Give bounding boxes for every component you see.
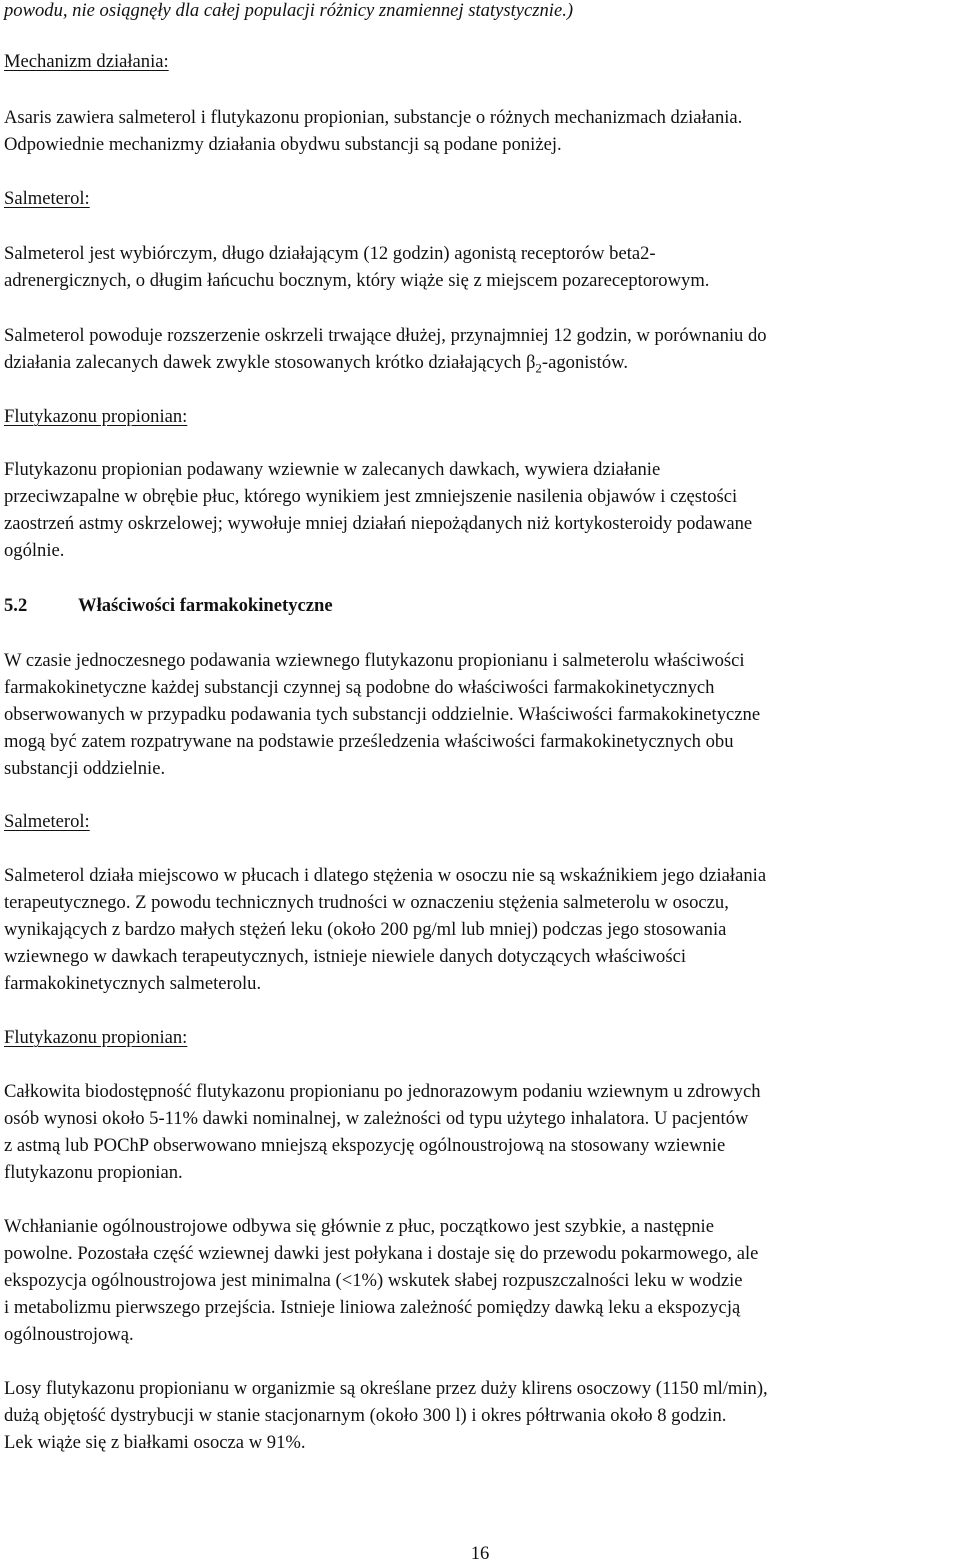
text-segment: działania zalecanych dawek zwykle stosowanych krótko działających β — [4, 352, 536, 373]
text-line: Odpowiednie mechanizmy działania obydwu substancji są podane poniżej. — [4, 134, 562, 155]
salmeterol-mech-heading: Salmeterol: — [4, 188, 90, 209]
fluticasone-pk-heading: Flutykazonu propionian: — [4, 1027, 188, 1048]
text-line: Asaris zawiera salmeterol i flutykazonu propionian, substancje o różnych mechanizmach działania. — [4, 107, 743, 128]
text-line: farmakokinetyczne każdej substancji czynnej są podobne do właściwości farmakokinetycznych — [4, 677, 715, 698]
text-line: ekspozycja ogólnoustrojowa jest minimalna (<1%) wskutek słabej rozpuszczalności leku w wodzie — [4, 1270, 743, 1291]
top-fragment: powodu, nie osiągnęły dla całej populacji różnicy znamiennej statystycznie.) — [4, 0, 574, 21]
text-line: mogą być zatem rozpatrywane na podstawie prześledzenia właściwości farmakokinetycznych obu — [4, 731, 734, 752]
subscript: 2 — [535, 360, 542, 376]
section-title: Właściwości farmakokinetyczne — [78, 595, 333, 616]
text-line: W czasie jednoczesnego podawania wziewnego flutykazonu propionianu i salmeterolu właściwości — [4, 650, 745, 671]
section-number: 5.2 — [4, 595, 28, 616]
text-segment: -agonistów. — [541, 352, 628, 373]
text-line: Flutykazonu propionian podawany wziewnie w zalecanych dawkach, wywiera działanie — [4, 459, 661, 480]
text-line: ogólnoustrojową. — [4, 1324, 134, 1345]
text-line: Całkowita biodostępność flutykazonu propionianu po jednorazowym podaniu wziewnym u zdrowych — [4, 1081, 761, 1102]
text-line: Lek wiąże się z białkami osocza w 91%. — [4, 1432, 306, 1453]
text-line: przeciwzapalne w obrębie płuc, którego wynikiem jest zmniejszenie nasilenia objawów i częstości — [4, 486, 738, 507]
text-line: ogólnie. — [4, 540, 65, 561]
salmeterol-mech-p1 — [4, 240, 709, 294]
mechanism-heading: Mechanizm działania: — [4, 51, 169, 72]
text-line: flutykazonu propionian. — [4, 1162, 183, 1183]
salmeterol-mech-p2 — [4, 322, 767, 376]
pk-intro — [4, 647, 760, 782]
text-line: terapeutycznego. Z powodu technicznych trudności w oznaczeniu stężenia salmeterolu w osoczu, — [4, 892, 729, 913]
salmeterol-pk-heading: Salmeterol: — [4, 811, 90, 832]
text-line-with-subscript — [4, 349, 767, 376]
text-line: farmakokinetycznych salmeterolu. — [4, 973, 262, 994]
text-line: Salmeterol jest wybiórczym, długo działającym (12 godzin) agonistą receptorów beta2- — [4, 243, 656, 264]
mechanism-intro — [4, 104, 742, 158]
text-line: Salmeterol powoduje rozszerzenie oskrzeli trwające dłużej, przynajmniej 12 godzin, w porównaniu do — [4, 325, 767, 346]
page-number: 16 — [470, 1543, 490, 1564]
text-line: Losy flutykazonu propionianu w organizmie są określane przez duży klirens osoczowy (1150 ml/min), — [4, 1378, 768, 1399]
text-line: i metabolizmu pierwszego przejścia. Istnieje liniowa zależność pomiędzy dawką leku a ekspozycją — [4, 1297, 741, 1318]
text-line: Wchłanianie ogólnoustrojowe odbywa się głównie z płuc, początkowo jest szybkie, a następnie — [4, 1216, 714, 1237]
text-line: Salmeterol działa miejscowo w płucach i dlatego stężenia w osoczu nie są wskaźnikiem jego działania — [4, 865, 767, 886]
text-line: zaostrzeń astmy oskrzelowej; wywołuje mniej działań niepożądanych niż kortykosteroidy podawane — [4, 513, 753, 534]
text-line: wynikających z bardzo małych stężeń leku (około 200 pg/ml lub mniej) podczas jego stosowania — [4, 919, 727, 940]
fluticasone-mech-heading: Flutykazonu propionian: — [4, 406, 188, 427]
text-line: z astmą lub POChP obserwowano mniejszą ekspozycję ogólnoustrojową na stosowany wziewnie — [4, 1135, 726, 1156]
fluticasone-mech-p1 — [4, 456, 752, 564]
fluticasone-pk-p2 — [4, 1213, 758, 1348]
text-line: osób wynosi około 5-11% dawki nominalnej, w zależności od typu użytego inhalatora. U pacjentów — [4, 1108, 749, 1129]
text-line: adrenergicznych, o długim łańcuchu bocznym, który wiąże się z miejscem pozareceptorowym. — [4, 270, 710, 291]
section-heading — [4, 592, 333, 619]
fluticasone-pk-p1 — [4, 1078, 761, 1186]
text-line: substancji oddzielnie. — [4, 758, 166, 779]
fluticasone-pk-p3 — [4, 1375, 768, 1456]
salmeterol-pk-p — [4, 862, 766, 997]
text-line: dużą objętość dystrybucji w stanie stacjonarnym (około 300 l) i okres półtrwania około 8 godzin. — [4, 1405, 727, 1426]
text-line: obserwowanych w przypadku podawania tych substancji oddzielnie. Właściwości farmakokinetyczne — [4, 704, 761, 725]
text-line: wziewnego w dawkach terapeutycznych, istnieje niewiele danych dotyczących właściwości — [4, 946, 687, 967]
text-line: powolne. Pozostała część wziewnej dawki jest połykana i dostaje się do przewodu pokarmowego, ale — [4, 1243, 759, 1264]
